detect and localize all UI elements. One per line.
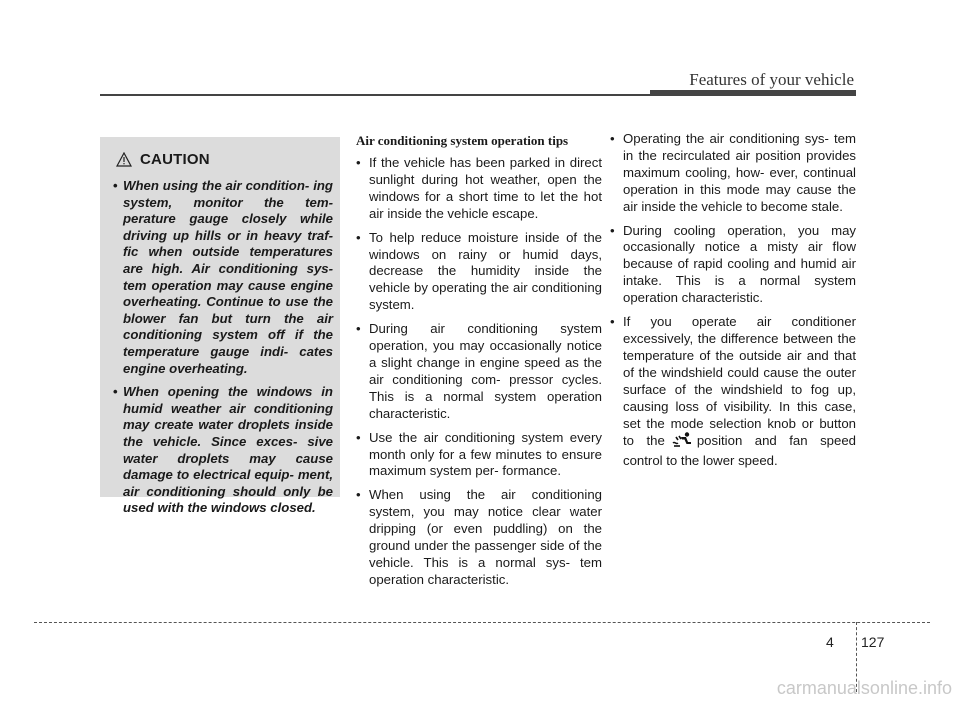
caution-box xyxy=(100,137,340,516)
caution-title: CAUTION xyxy=(140,150,210,168)
tip-item xyxy=(610,314,856,470)
caution-header xyxy=(113,144,333,174)
tip-item: • To help reduce moisture inside of the windows on rainy or humid days, decrease the humidity inside the vehicle by operating the air conditioning system. xyxy=(356,230,602,315)
tip-item: • During cooling operation, you may occasionally notice a misty air flow because of rapid cooling and humid air intake. This is a normal system operation characteristic. xyxy=(610,223,856,308)
tips-column-left xyxy=(356,131,602,596)
warning-triangle-icon xyxy=(116,152,132,167)
caution-list xyxy=(113,178,333,517)
tip-item: • During air conditioning system operation, you may occasionally notice a slight change in engine speed as the air conditioning com- pressor cycles. This is a normal system operation characteristic. xyxy=(356,321,602,422)
tip-item: • When using the air conditioning system, you may notice clear water dripping (or even puddling) on the ground under the passenger side of the vehicle. This is a normal sys- tem operation characteristic. xyxy=(356,487,602,588)
chapter-number: 4 xyxy=(826,634,834,650)
tips-list-right xyxy=(610,131,856,470)
tips-heading: Air conditioning system operation tips xyxy=(356,133,569,148)
caution-item: • When opening the windows in humid weather air conditioning may create water droplets inside the vehicle. Since exces- sive water droplets may cause damage to electrical equip- ment, air conditioning should only be used with the windows closed. xyxy=(113,384,333,517)
tip-item: • Operating the air conditioning sys- tem in the recirculated air position provides maximum cooling, how- ever, continual operation in this mode may cause the air inside the vehicle to become stale. xyxy=(610,131,856,216)
floor-vent-mode-icon xyxy=(671,432,693,453)
caution-item: • When using the air condition- ing system, monitor the tem- perature gauge closely while driving up hills or in heavy traf- fic when outside temperatures are high. Air conditioning sys- tem operation may cause engine overheating. Continue to use the blower fan but turn the air conditioning system off if the temperature gauge indi- cates engine overheating. xyxy=(113,178,333,377)
tip-item: • Use the air conditioning system every month only for a few minutes to ensure maximum system per- formance. xyxy=(356,430,602,481)
header-rule-accent xyxy=(650,90,856,96)
tip-text-after-icon: position and fan speed control to the lower speed. xyxy=(623,433,857,469)
watermark: carmanualsonline.info xyxy=(776,678,952,698)
tip-text-before-icon: If you operate air conditioner excessively, the difference between the temperature of the outside air and that of the windshield could cause the outer surface of the windshield to fog up, causing loss of visibility. In this case, set the mode selection knob or button to the xyxy=(623,314,856,449)
header-title: Features of your vehicle xyxy=(689,70,854,89)
tips-list xyxy=(356,155,602,589)
footer-rule xyxy=(34,622,930,623)
page-number: 127 xyxy=(861,634,885,650)
tips-column-right xyxy=(610,131,856,477)
tip-item: • If the vehicle has been parked in direct sunlight during hot weather, open the windows for a short time to let the hot air inside the vehicle escape. xyxy=(356,155,602,223)
